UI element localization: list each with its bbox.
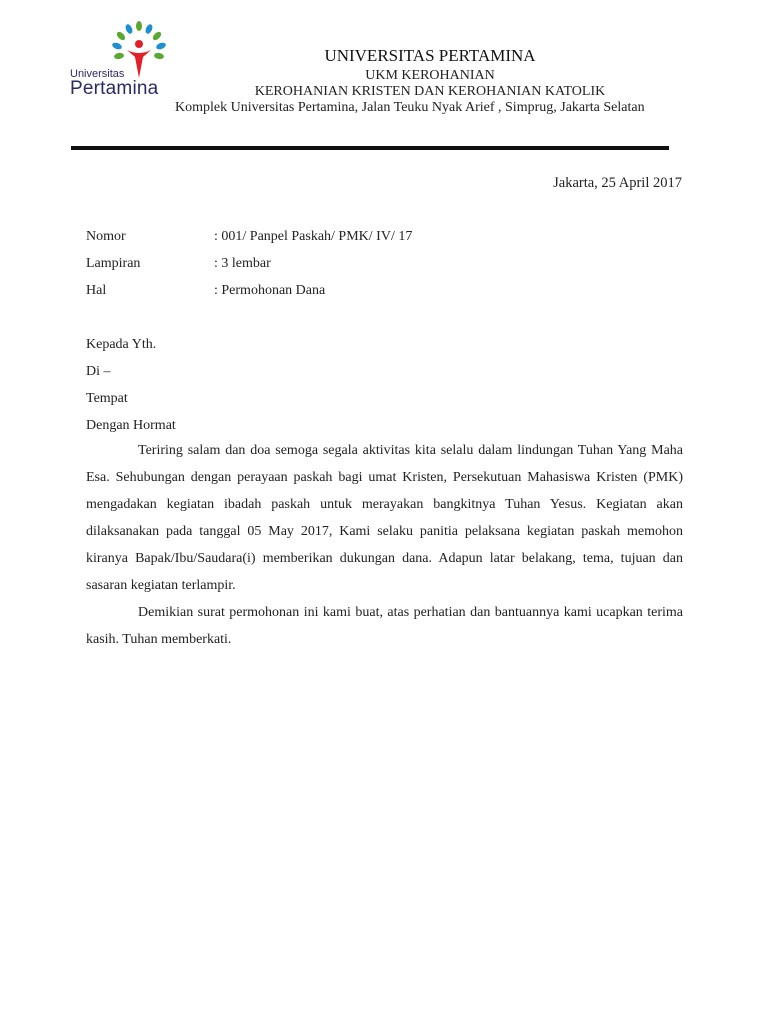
meta-value: : 3 lembar [214,256,271,271]
meta-key: Lampiran [86,256,141,271]
letterhead-kerohanian: KEROHANIAN KRISTEN DAN KEROHANIAN KATOLIK [254,84,606,99]
body-paragraph: Teriring salam dan doa semoga segala aktivitas kita selalu dalam lindungan Tuhan Yang Maha Esa. Sehubungan dengan perayaan paskah bagi umat Kristen, Persekutuan Mahasiswa Kristen (PMK) mengadakan kegiatan ibadah paskah untuk merayakan bangkitnya Tuhan Yesus. Kegiatan akan dilaksanakan pada tanggal 05 May 2017, Kami selaku panitia pelaksana kegiatan paskah memohon kiranya Bapak/Ibu/Saudara(i) memberikan dukungan dana. Adapun latar belakang, tema, tujuan dan sasaran kegiatan terlampir. [86,443,683,593]
letter-date: Jakarta, 25 April 2017 [553,175,682,191]
meta-key: Hal [86,283,107,298]
recipient-line: Tempat [86,391,128,406]
logo-text-big: Pertamina [70,78,159,99]
meta-value: : 001/ Panpel Paskah/ PMK/ IV/ 17 [214,229,413,244]
recipient-line: Kepada Yth. [86,337,157,352]
closing-paragraph: Demikian surat permohonan ini kami buat, atas perhatian dan bantuannya kami ucapkan terima kasih. Tuhan memberkati. [86,605,683,647]
header-divider [71,146,669,150]
meta-value: : Permohonan Dana [214,283,326,298]
letterhead-ukm: UKM KEROHANIAN [365,68,495,83]
salutation: Dengan Hormat [86,418,176,433]
university-logo [70,20,170,100]
letterhead-address: Komplek Universitas Pertamina, Jalan Teuku Nyak Arief , Simprug, Jakarta Selatan [175,100,645,115]
meta-key: Nomor [86,229,126,244]
letterhead-title: UNIVERSITAS PERTAMINA [324,46,536,65]
logo-text-small: Universitas [70,68,125,80]
recipient-line: Di – [86,364,111,379]
